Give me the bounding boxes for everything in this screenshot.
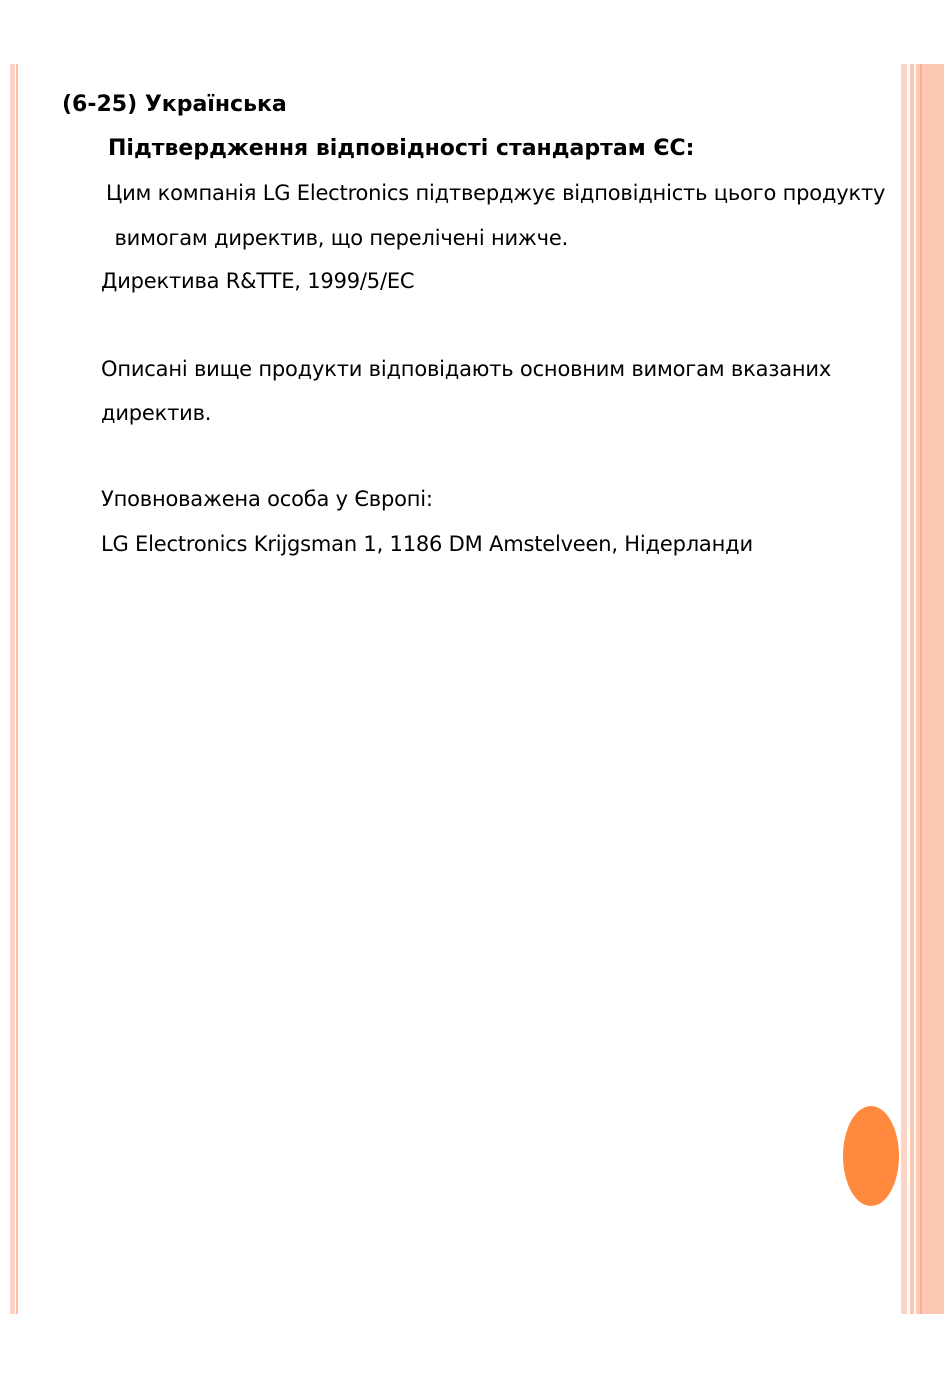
orange-oval-decoration — [843, 1106, 899, 1206]
left-decorative-border — [10, 64, 20, 1314]
right-border-stripe — [901, 64, 907, 1314]
declaration-line: Цим компанія LG Electronics підтверджує відповідність цього продукту — [106, 181, 886, 205]
representative-address: LG Electronics Krijgsman 1, 1186 DM Amstelveen, Нідерланди — [101, 532, 753, 556]
declaration-subtitle: Підтвердження відповідності стандартам ЄС: — [108, 136, 695, 161]
right-border-stripe — [910, 64, 914, 1314]
right-border-stripe — [920, 64, 922, 1314]
section-title: (6-25) Українська — [62, 92, 287, 117]
directive-line: Директива R&TTE, 1999/5/EC — [101, 269, 415, 293]
left-border-stripe — [16, 64, 18, 1314]
representative-label: Уповноважена особа у Європі: — [101, 487, 433, 511]
right-decorative-border — [898, 64, 946, 1314]
left-border-stripe — [10, 64, 15, 1314]
compliance-line: директив. — [101, 401, 212, 425]
compliance-line: Описані вище продукти відповідають основним вимогам вказаних — [101, 357, 832, 381]
declaration-line: вимогам директив, що перелічені нижче. — [108, 226, 569, 250]
